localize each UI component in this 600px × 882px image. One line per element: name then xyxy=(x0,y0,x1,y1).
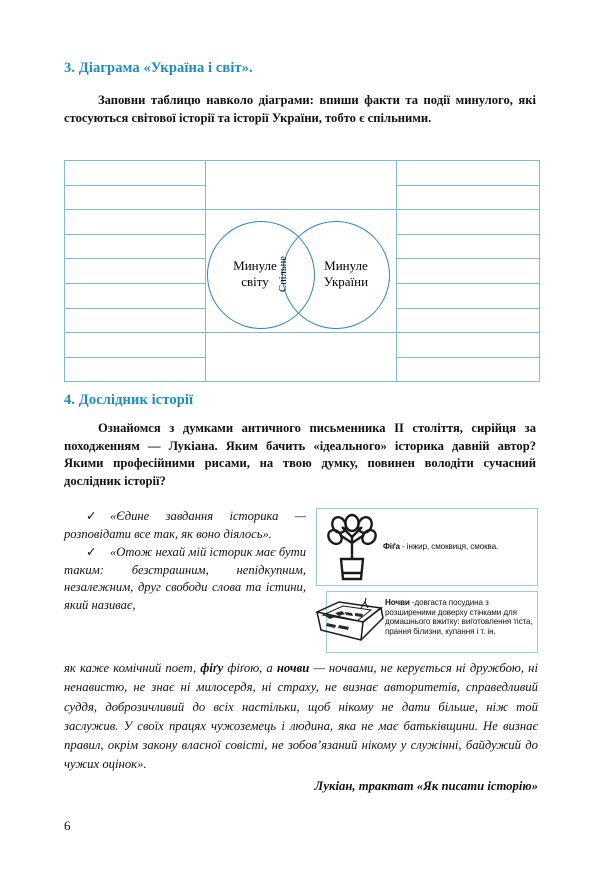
checkmark-icon: ✓ xyxy=(86,509,97,523)
figure-definition-nochvy: -довгаста посудина з розширеними доверху стінками для домашнього вжитку: виготовлення тіста, прання білизни, купання і т. ін. xyxy=(385,598,533,637)
page-number: 6 xyxy=(64,818,71,833)
worksheet-cell-left-1[interactable] xyxy=(65,161,206,186)
venn-label-overlap: Спільне xyxy=(278,256,289,292)
worksheet-cell-left-4[interactable] xyxy=(65,234,206,259)
figure-definition-figa: - інжир, смоквиця, смоква. xyxy=(399,542,499,551)
worksheet-cell-mid-2[interactable] xyxy=(206,210,397,333)
quote-text: «Отож нехай мій історик має бути таким: безстрашним, непідкупним, незалежним, друг свободи слова та істини, який називає, xyxy=(64,545,306,612)
table-row xyxy=(65,333,540,358)
body-text-part-3: — ночвами, не керується ні дружбою, ні ненавистю, не знає ні милосердя, ні страху, не визнає авторитетів, справедливий суддя, доброзичливий до всіх настільки, щоб нікому не дати більше, ніж той заслужив. У своїх працях чужоземець і людина, яка не має батьківщини. Не визнає правил, окрім закону власної совісті, не зобов’язаний нікому у служінні, байдужий до чужих оцінок». xyxy=(64,661,538,772)
worksheet-cell-right-4[interactable] xyxy=(397,234,540,259)
venn-label-world: Минуле світу xyxy=(233,258,277,289)
worksheet-cell-left-9[interactable] xyxy=(65,357,206,382)
figure-caption-figa xyxy=(383,542,533,552)
worksheet-cell-right-2[interactable] xyxy=(397,185,540,210)
worksheet-cell-mid-1[interactable] xyxy=(206,161,397,210)
venn-worksheet-table xyxy=(64,160,536,382)
figure-box-figa xyxy=(316,508,538,586)
worksheet-cell-right-8[interactable] xyxy=(397,333,540,358)
worksheet-cell-left-8[interactable] xyxy=(65,333,206,358)
section-3-heading: 3. Діаграма «Україна і світ». xyxy=(64,60,253,76)
quote-item xyxy=(64,544,306,614)
figure-term-nochvy: Ночви xyxy=(385,598,410,607)
worksheet-cell-right-3[interactable] xyxy=(397,210,540,235)
body-text-part-1: як каже комічний поет, xyxy=(64,661,201,675)
table-row xyxy=(65,161,540,186)
quote-item xyxy=(64,508,306,543)
venn-label-ukraine: Минуле України xyxy=(323,258,369,289)
wooden-trough-icon xyxy=(311,596,387,648)
worksheet-cell-right-9[interactable] xyxy=(397,357,540,382)
section-4-instruction-text: Ознайомся з думками античного письменника II століття, сирійця за походженням — Лукіана. Яким бачить «ідеального» історика давній автор? Якими професійними рисами, на твою думку, повинен володіти сучасний дослідник історії? xyxy=(64,421,536,488)
worksheet-cell-right-1[interactable] xyxy=(397,161,540,186)
lucian-quotes-column xyxy=(64,508,306,616)
figure-caption-nochvy xyxy=(385,598,535,637)
worksheet-grid xyxy=(64,160,540,382)
worksheet-cell-mid-3[interactable] xyxy=(206,333,397,382)
fig-plant-icon xyxy=(322,513,382,583)
quote-text: «Єдине завдання історика — розповідати все так, як воно діялось». xyxy=(64,509,306,541)
table-row xyxy=(65,210,540,235)
worksheet-cell-right-6[interactable] xyxy=(397,283,540,308)
body-term-nochvy: ночви xyxy=(276,661,310,675)
worksheet-cell-left-5[interactable] xyxy=(65,259,206,284)
section-3-instruction-text: Заповни таблицю навколо діаграми: впиши факти та події минулого, які стосуються світової історії та історії України, тобто є спільними. xyxy=(64,93,536,125)
checkmark-icon: ✓ xyxy=(86,545,97,560)
worksheet-cell-left-3[interactable] xyxy=(65,210,206,235)
quote-attribution: Лукіан, трактат «Як писати історію» xyxy=(314,779,538,793)
worksheet-cell-left-2[interactable] xyxy=(65,185,206,210)
section-4-heading: 4. Дослідник історії xyxy=(64,392,194,408)
figure-term-figa: Фіґа xyxy=(383,542,400,551)
worksheet-cell-left-6[interactable] xyxy=(65,283,206,308)
body-term-figu: фіґу xyxy=(200,661,224,675)
worksheet-cell-right-5[interactable] xyxy=(397,259,540,284)
body-text-part-2: фіґою, а xyxy=(223,661,277,675)
lucian-body-paragraph xyxy=(64,659,538,775)
worksheet-cell-left-7[interactable] xyxy=(65,308,206,333)
worksheet-cell-right-7[interactable] xyxy=(397,308,540,333)
figure-box-nochvy xyxy=(326,591,538,653)
